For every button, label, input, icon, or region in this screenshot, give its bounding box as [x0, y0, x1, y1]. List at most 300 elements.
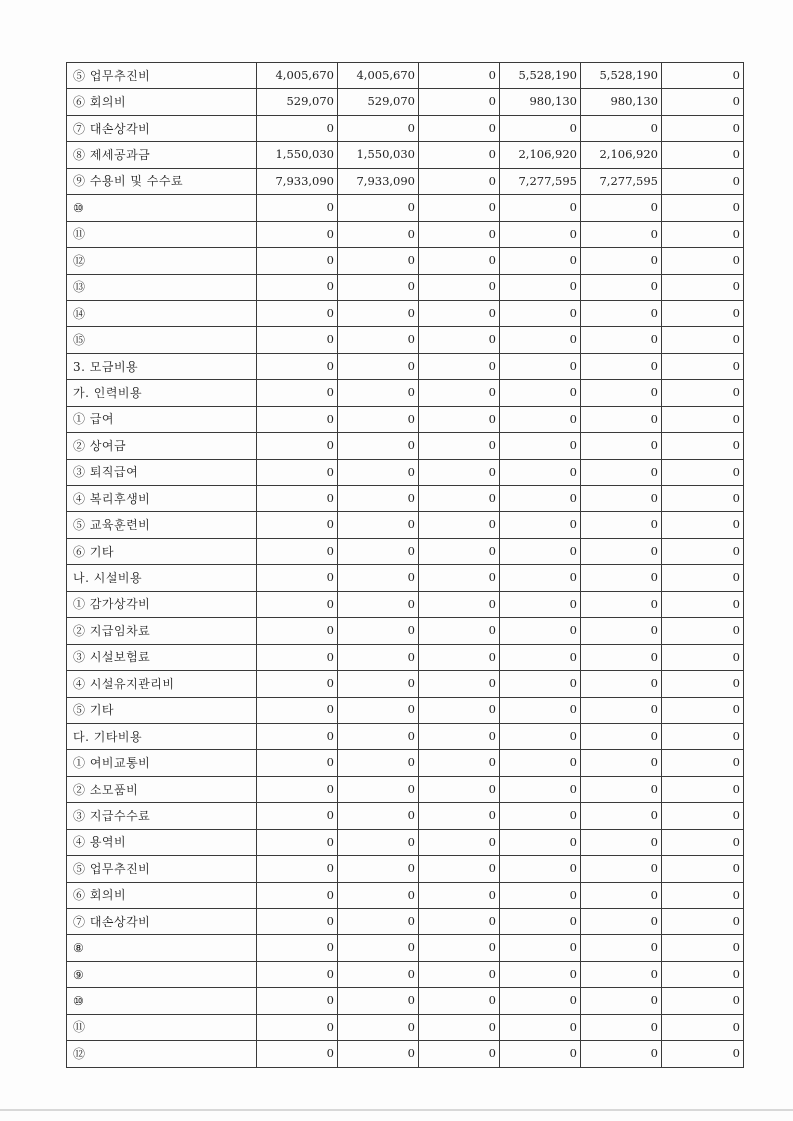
amount-cell: 0	[419, 829, 500, 855]
table-row	[67, 644, 744, 670]
amount-cell: 0	[419, 115, 500, 141]
row-label-cell: ⑨ 수용비 및 수수료	[67, 168, 257, 194]
amount-cell: 0	[257, 909, 338, 935]
amount-cell: 0	[419, 671, 500, 697]
amount-cell: 0	[662, 63, 744, 89]
amount-cell: 0	[581, 274, 662, 300]
row-label-cell: ⑥ 회의비	[67, 89, 257, 115]
table-row	[67, 591, 744, 617]
amount-cell: 0	[500, 988, 581, 1014]
amount-cell: 0	[419, 723, 500, 749]
amount-cell: 0	[419, 538, 500, 564]
amount-cell: 0	[581, 909, 662, 935]
table-row	[67, 961, 744, 987]
amount-cell: 0	[662, 697, 744, 723]
amount-cell: 0	[338, 1014, 419, 1040]
amount-cell: 0	[257, 988, 338, 1014]
amount-cell: 1,550,030	[257, 142, 338, 168]
amount-cell: 0	[338, 274, 419, 300]
table-row	[67, 1014, 744, 1040]
amount-cell: 0	[419, 512, 500, 538]
amount-cell: 0	[500, 433, 581, 459]
scan-edge-line	[0, 1109, 793, 1111]
row-label-cell: 나. 시설비용	[67, 565, 257, 591]
amount-cell: 0	[419, 380, 500, 406]
amount-cell: 0	[581, 353, 662, 379]
amount-cell: 0	[581, 935, 662, 961]
amount-cell: 0	[581, 380, 662, 406]
amount-cell: 0	[500, 538, 581, 564]
amount-cell: 0	[662, 221, 744, 247]
amount-cell: 0	[257, 115, 338, 141]
amount-cell: 0	[500, 195, 581, 221]
amount-cell: 0	[581, 723, 662, 749]
amount-cell: 0	[419, 327, 500, 353]
amount-cell: 0	[257, 512, 338, 538]
amount-cell: 0	[257, 406, 338, 432]
amount-cell: 0	[419, 433, 500, 459]
amount-cell: 0	[338, 591, 419, 617]
row-label-cell: ⑤ 기타	[67, 697, 257, 723]
amount-cell: 0	[581, 300, 662, 326]
amount-cell: 0	[662, 115, 744, 141]
amount-cell: 0	[662, 856, 744, 882]
row-label-cell: ⑬	[67, 274, 257, 300]
amount-cell: 0	[500, 750, 581, 776]
amount-cell: 0	[662, 909, 744, 935]
table-row	[67, 750, 744, 776]
table-row	[67, 300, 744, 326]
row-label-cell: ⑫	[67, 248, 257, 274]
amount-cell: 0	[257, 486, 338, 512]
amount-cell: 0	[581, 671, 662, 697]
amount-cell: 0	[419, 644, 500, 670]
amount-cell: 0	[257, 935, 338, 961]
row-label-cell: ④ 복리후생비	[67, 486, 257, 512]
table-row	[67, 459, 744, 485]
amount-cell: 0	[500, 248, 581, 274]
amount-cell: 0	[500, 644, 581, 670]
table-row	[67, 697, 744, 723]
row-label-cell: ⑪	[67, 221, 257, 247]
amount-cell: 0	[338, 882, 419, 908]
amount-cell: 0	[662, 353, 744, 379]
amount-cell: 0	[581, 961, 662, 987]
amount-cell: 0	[257, 353, 338, 379]
table-row	[67, 142, 744, 168]
row-label-cell: ④ 시설유지관리비	[67, 671, 257, 697]
row-label-cell: ⑦ 대손상각비	[67, 115, 257, 141]
amount-cell: 0	[500, 380, 581, 406]
row-label-cell: ② 지급임차료	[67, 618, 257, 644]
amount-cell: 980,130	[500, 89, 581, 115]
amount-cell: 0	[500, 591, 581, 617]
amount-cell: 0	[581, 803, 662, 829]
amount-cell: 0	[500, 697, 581, 723]
amount-cell: 0	[419, 988, 500, 1014]
amount-cell: 0	[581, 882, 662, 908]
amount-cell: 0	[338, 644, 419, 670]
amount-cell: 2,106,920	[500, 142, 581, 168]
amount-cell: 0	[257, 671, 338, 697]
amount-cell: 0	[257, 723, 338, 749]
amount-cell: 0	[338, 618, 419, 644]
amount-cell: 0	[338, 221, 419, 247]
amount-cell: 4,005,670	[257, 63, 338, 89]
amount-cell: 0	[500, 803, 581, 829]
amount-cell: 0	[419, 195, 500, 221]
amount-cell: 0	[662, 644, 744, 670]
table-row	[67, 406, 744, 432]
table-row	[67, 856, 744, 882]
amount-cell: 0	[581, 512, 662, 538]
table-row	[67, 565, 744, 591]
amount-cell: 0	[500, 221, 581, 247]
amount-cell: 0	[338, 829, 419, 855]
amount-cell: 0	[581, 248, 662, 274]
amount-cell: 0	[338, 300, 419, 326]
amount-cell: 0	[500, 406, 581, 432]
amount-cell: 0	[338, 406, 419, 432]
amount-cell: 5,528,190	[581, 63, 662, 89]
amount-cell: 0	[662, 671, 744, 697]
amount-cell: 0	[257, 829, 338, 855]
amount-cell: 0	[419, 486, 500, 512]
amount-cell: 0	[419, 353, 500, 379]
row-label-cell: ⑩	[67, 195, 257, 221]
table-row	[67, 433, 744, 459]
amount-cell: 0	[257, 248, 338, 274]
amount-cell: 0	[662, 89, 744, 115]
amount-cell: 0	[338, 961, 419, 987]
amount-cell: 0	[500, 776, 581, 802]
table-row	[67, 776, 744, 802]
amount-cell: 0	[419, 221, 500, 247]
amount-cell: 1,550,030	[338, 142, 419, 168]
amount-cell: 0	[581, 565, 662, 591]
table-row	[67, 327, 744, 353]
amount-cell: 0	[419, 168, 500, 194]
amount-cell: 0	[662, 723, 744, 749]
amount-cell: 0	[500, 300, 581, 326]
amount-cell: 0	[500, 671, 581, 697]
table-row	[67, 115, 744, 141]
amount-cell: 0	[500, 909, 581, 935]
amount-cell: 0	[419, 961, 500, 987]
table-row	[67, 723, 744, 749]
amount-cell: 0	[662, 961, 744, 987]
row-label-cell: ⑥ 회의비	[67, 882, 257, 908]
amount-cell: 0	[500, 327, 581, 353]
amount-cell: 0	[662, 988, 744, 1014]
amount-cell: 0	[662, 248, 744, 274]
amount-cell: 0	[581, 988, 662, 1014]
amount-cell: 0	[338, 353, 419, 379]
row-label-cell: ⑭	[67, 300, 257, 326]
amount-cell: 529,070	[257, 89, 338, 115]
row-label-cell: ⑧	[67, 935, 257, 961]
amount-cell: 0	[500, 486, 581, 512]
table-row	[67, 89, 744, 115]
amount-cell: 0	[338, 723, 419, 749]
amount-cell: 0	[419, 1014, 500, 1040]
amount-cell: 0	[419, 142, 500, 168]
amount-cell: 0	[500, 723, 581, 749]
amount-cell: 0	[419, 697, 500, 723]
row-label-cell: ⑫	[67, 1041, 257, 1067]
amount-cell: 0	[419, 1041, 500, 1067]
amount-cell: 0	[662, 168, 744, 194]
table-row	[67, 882, 744, 908]
amount-cell: 0	[662, 882, 744, 908]
amount-cell: 980,130	[581, 89, 662, 115]
amount-cell: 0	[662, 935, 744, 961]
amount-cell: 0	[338, 538, 419, 564]
row-label-cell: ⑥ 기타	[67, 538, 257, 564]
amount-cell: 0	[257, 195, 338, 221]
amount-cell: 0	[338, 909, 419, 935]
amount-cell: 0	[419, 300, 500, 326]
amount-cell: 0	[257, 697, 338, 723]
amount-cell: 0	[581, 1041, 662, 1067]
amount-cell: 0	[500, 961, 581, 987]
amount-cell: 0	[257, 856, 338, 882]
amount-cell: 0	[338, 935, 419, 961]
amount-cell: 0	[257, 882, 338, 908]
table-row	[67, 353, 744, 379]
amount-cell: 0	[581, 776, 662, 802]
row-label-cell: ① 급여	[67, 406, 257, 432]
amount-cell: 7,277,595	[500, 168, 581, 194]
amount-cell: 0	[581, 459, 662, 485]
amount-cell: 0	[581, 538, 662, 564]
amount-cell: 0	[338, 697, 419, 723]
amount-cell: 0	[257, 750, 338, 776]
amount-cell: 0	[338, 803, 419, 829]
amount-cell: 0	[338, 565, 419, 591]
table-row	[67, 512, 744, 538]
row-label-cell: ① 감가상각비	[67, 591, 257, 617]
amount-cell: 0	[581, 486, 662, 512]
expense-table	[66, 62, 744, 1068]
row-label-cell: ② 상여금	[67, 433, 257, 459]
row-label-cell: ⑨	[67, 961, 257, 987]
amount-cell: 0	[257, 961, 338, 987]
amount-cell: 0	[338, 750, 419, 776]
amount-cell: 0	[581, 406, 662, 432]
amount-cell: 0	[662, 750, 744, 776]
amount-cell: 0	[500, 935, 581, 961]
table-row	[67, 538, 744, 564]
row-label-cell: 3. 모금비용	[67, 353, 257, 379]
amount-cell: 0	[662, 274, 744, 300]
amount-cell: 0	[662, 486, 744, 512]
amount-cell: 4,005,670	[338, 63, 419, 89]
table-row	[67, 195, 744, 221]
row-label-cell: ⑮	[67, 327, 257, 353]
amount-cell: 0	[662, 512, 744, 538]
amount-cell: 0	[662, 300, 744, 326]
amount-cell: 0	[662, 591, 744, 617]
table-row	[67, 1041, 744, 1067]
amount-cell: 0	[257, 565, 338, 591]
amount-cell: 7,277,595	[581, 168, 662, 194]
amount-cell: 0	[419, 856, 500, 882]
amount-cell: 0	[662, 618, 744, 644]
amount-cell: 0	[500, 353, 581, 379]
amount-cell: 0	[662, 406, 744, 432]
amount-cell: 0	[257, 221, 338, 247]
amount-cell: 0	[257, 618, 338, 644]
row-label-cell: ⑩	[67, 988, 257, 1014]
row-label-cell: ① 여비교통비	[67, 750, 257, 776]
amount-cell: 0	[257, 327, 338, 353]
amount-cell: 5,528,190	[500, 63, 581, 89]
amount-cell: 7,933,090	[338, 168, 419, 194]
amount-cell: 0	[338, 433, 419, 459]
amount-cell: 0	[419, 935, 500, 961]
amount-cell: 0	[662, 776, 744, 802]
row-label-cell: ⑦ 대손상각비	[67, 909, 257, 935]
amount-cell: 0	[581, 618, 662, 644]
amount-cell: 0	[419, 565, 500, 591]
amount-cell: 0	[419, 406, 500, 432]
amount-cell: 0	[257, 644, 338, 670]
amount-cell: 0	[500, 115, 581, 141]
amount-cell: 0	[257, 380, 338, 406]
amount-cell: 0	[419, 909, 500, 935]
amount-cell: 0	[338, 988, 419, 1014]
amount-cell: 0	[257, 1041, 338, 1067]
amount-cell: 0	[581, 195, 662, 221]
amount-cell: 0	[500, 1041, 581, 1067]
row-label-cell: ⑪	[67, 1014, 257, 1040]
amount-cell: 0	[581, 433, 662, 459]
amount-cell: 0	[500, 618, 581, 644]
amount-cell: 0	[419, 63, 500, 89]
amount-cell: 0	[662, 327, 744, 353]
amount-cell: 0	[581, 856, 662, 882]
table-row	[67, 63, 744, 89]
table-row	[67, 168, 744, 194]
amount-cell: 2,106,920	[581, 142, 662, 168]
table-row	[67, 380, 744, 406]
amount-cell: 0	[581, 221, 662, 247]
amount-cell: 0	[257, 459, 338, 485]
amount-cell: 0	[581, 1014, 662, 1040]
amount-cell: 0	[581, 750, 662, 776]
amount-cell: 0	[257, 538, 338, 564]
amount-cell: 0	[662, 142, 744, 168]
table-row	[67, 486, 744, 512]
row-label-cell: ③ 퇴직급여	[67, 459, 257, 485]
amount-cell: 0	[581, 327, 662, 353]
amount-cell: 0	[662, 195, 744, 221]
amount-cell: 0	[338, 380, 419, 406]
amount-cell: 0	[581, 115, 662, 141]
amount-cell: 0	[419, 618, 500, 644]
amount-cell: 0	[338, 195, 419, 221]
amount-cell: 0	[662, 565, 744, 591]
amount-cell: 0	[662, 538, 744, 564]
amount-cell: 0	[500, 274, 581, 300]
table-row	[67, 988, 744, 1014]
amount-cell: 0	[257, 776, 338, 802]
row-label-cell: ④ 용역비	[67, 829, 257, 855]
amount-cell: 0	[257, 803, 338, 829]
amount-cell: 0	[662, 1041, 744, 1067]
amount-cell: 0	[419, 750, 500, 776]
amount-cell: 0	[338, 459, 419, 485]
row-label-cell: ⑤ 업무추진비	[67, 856, 257, 882]
amount-cell: 0	[338, 671, 419, 697]
table-row	[67, 935, 744, 961]
table-row	[67, 618, 744, 644]
amount-cell: 0	[419, 274, 500, 300]
row-label-cell: ⑤ 업무추진비	[67, 63, 257, 89]
amount-cell: 0	[419, 89, 500, 115]
amount-cell: 0	[581, 829, 662, 855]
table-row	[67, 221, 744, 247]
amount-cell: 0	[338, 486, 419, 512]
amount-cell: 0	[338, 248, 419, 274]
amount-cell: 0	[662, 803, 744, 829]
row-label-cell: ⑤ 교육훈련비	[67, 512, 257, 538]
amount-cell: 0	[662, 1014, 744, 1040]
amount-cell: 0	[500, 512, 581, 538]
amount-cell: 0	[500, 565, 581, 591]
table-row	[67, 803, 744, 829]
table-row	[67, 274, 744, 300]
row-label-cell: 가. 인력비용	[67, 380, 257, 406]
amount-cell: 0	[500, 856, 581, 882]
amount-cell: 0	[338, 115, 419, 141]
amount-cell: 0	[257, 274, 338, 300]
amount-cell: 0	[338, 856, 419, 882]
amount-cell: 0	[581, 644, 662, 670]
amount-cell: 0	[257, 300, 338, 326]
amount-cell: 0	[338, 327, 419, 353]
amount-cell: 0	[662, 380, 744, 406]
amount-cell: 0	[662, 459, 744, 485]
table-row	[67, 671, 744, 697]
amount-cell: 0	[581, 697, 662, 723]
amount-cell: 0	[338, 776, 419, 802]
amount-cell: 0	[500, 882, 581, 908]
amount-cell: 0	[500, 829, 581, 855]
amount-cell: 0	[662, 433, 744, 459]
table-row	[67, 909, 744, 935]
table-row	[67, 829, 744, 855]
amount-cell: 0	[257, 433, 338, 459]
row-label-cell: ③ 지급수수료	[67, 803, 257, 829]
amount-cell: 0	[338, 512, 419, 538]
amount-cell: 529,070	[338, 89, 419, 115]
amount-cell: 0	[419, 591, 500, 617]
row-label-cell: 다. 기타비용	[67, 723, 257, 749]
amount-cell: 0	[581, 591, 662, 617]
row-label-cell: ⑧ 제세공과금	[67, 142, 257, 168]
amount-cell: 0	[257, 591, 338, 617]
amount-cell: 0	[338, 1041, 419, 1067]
amount-cell: 0	[419, 459, 500, 485]
amount-cell: 0	[257, 1014, 338, 1040]
table-row	[67, 248, 744, 274]
expense-table-body	[67, 63, 744, 1068]
amount-cell: 0	[419, 248, 500, 274]
row-label-cell: ② 소모품비	[67, 776, 257, 802]
amount-cell: 0	[662, 829, 744, 855]
